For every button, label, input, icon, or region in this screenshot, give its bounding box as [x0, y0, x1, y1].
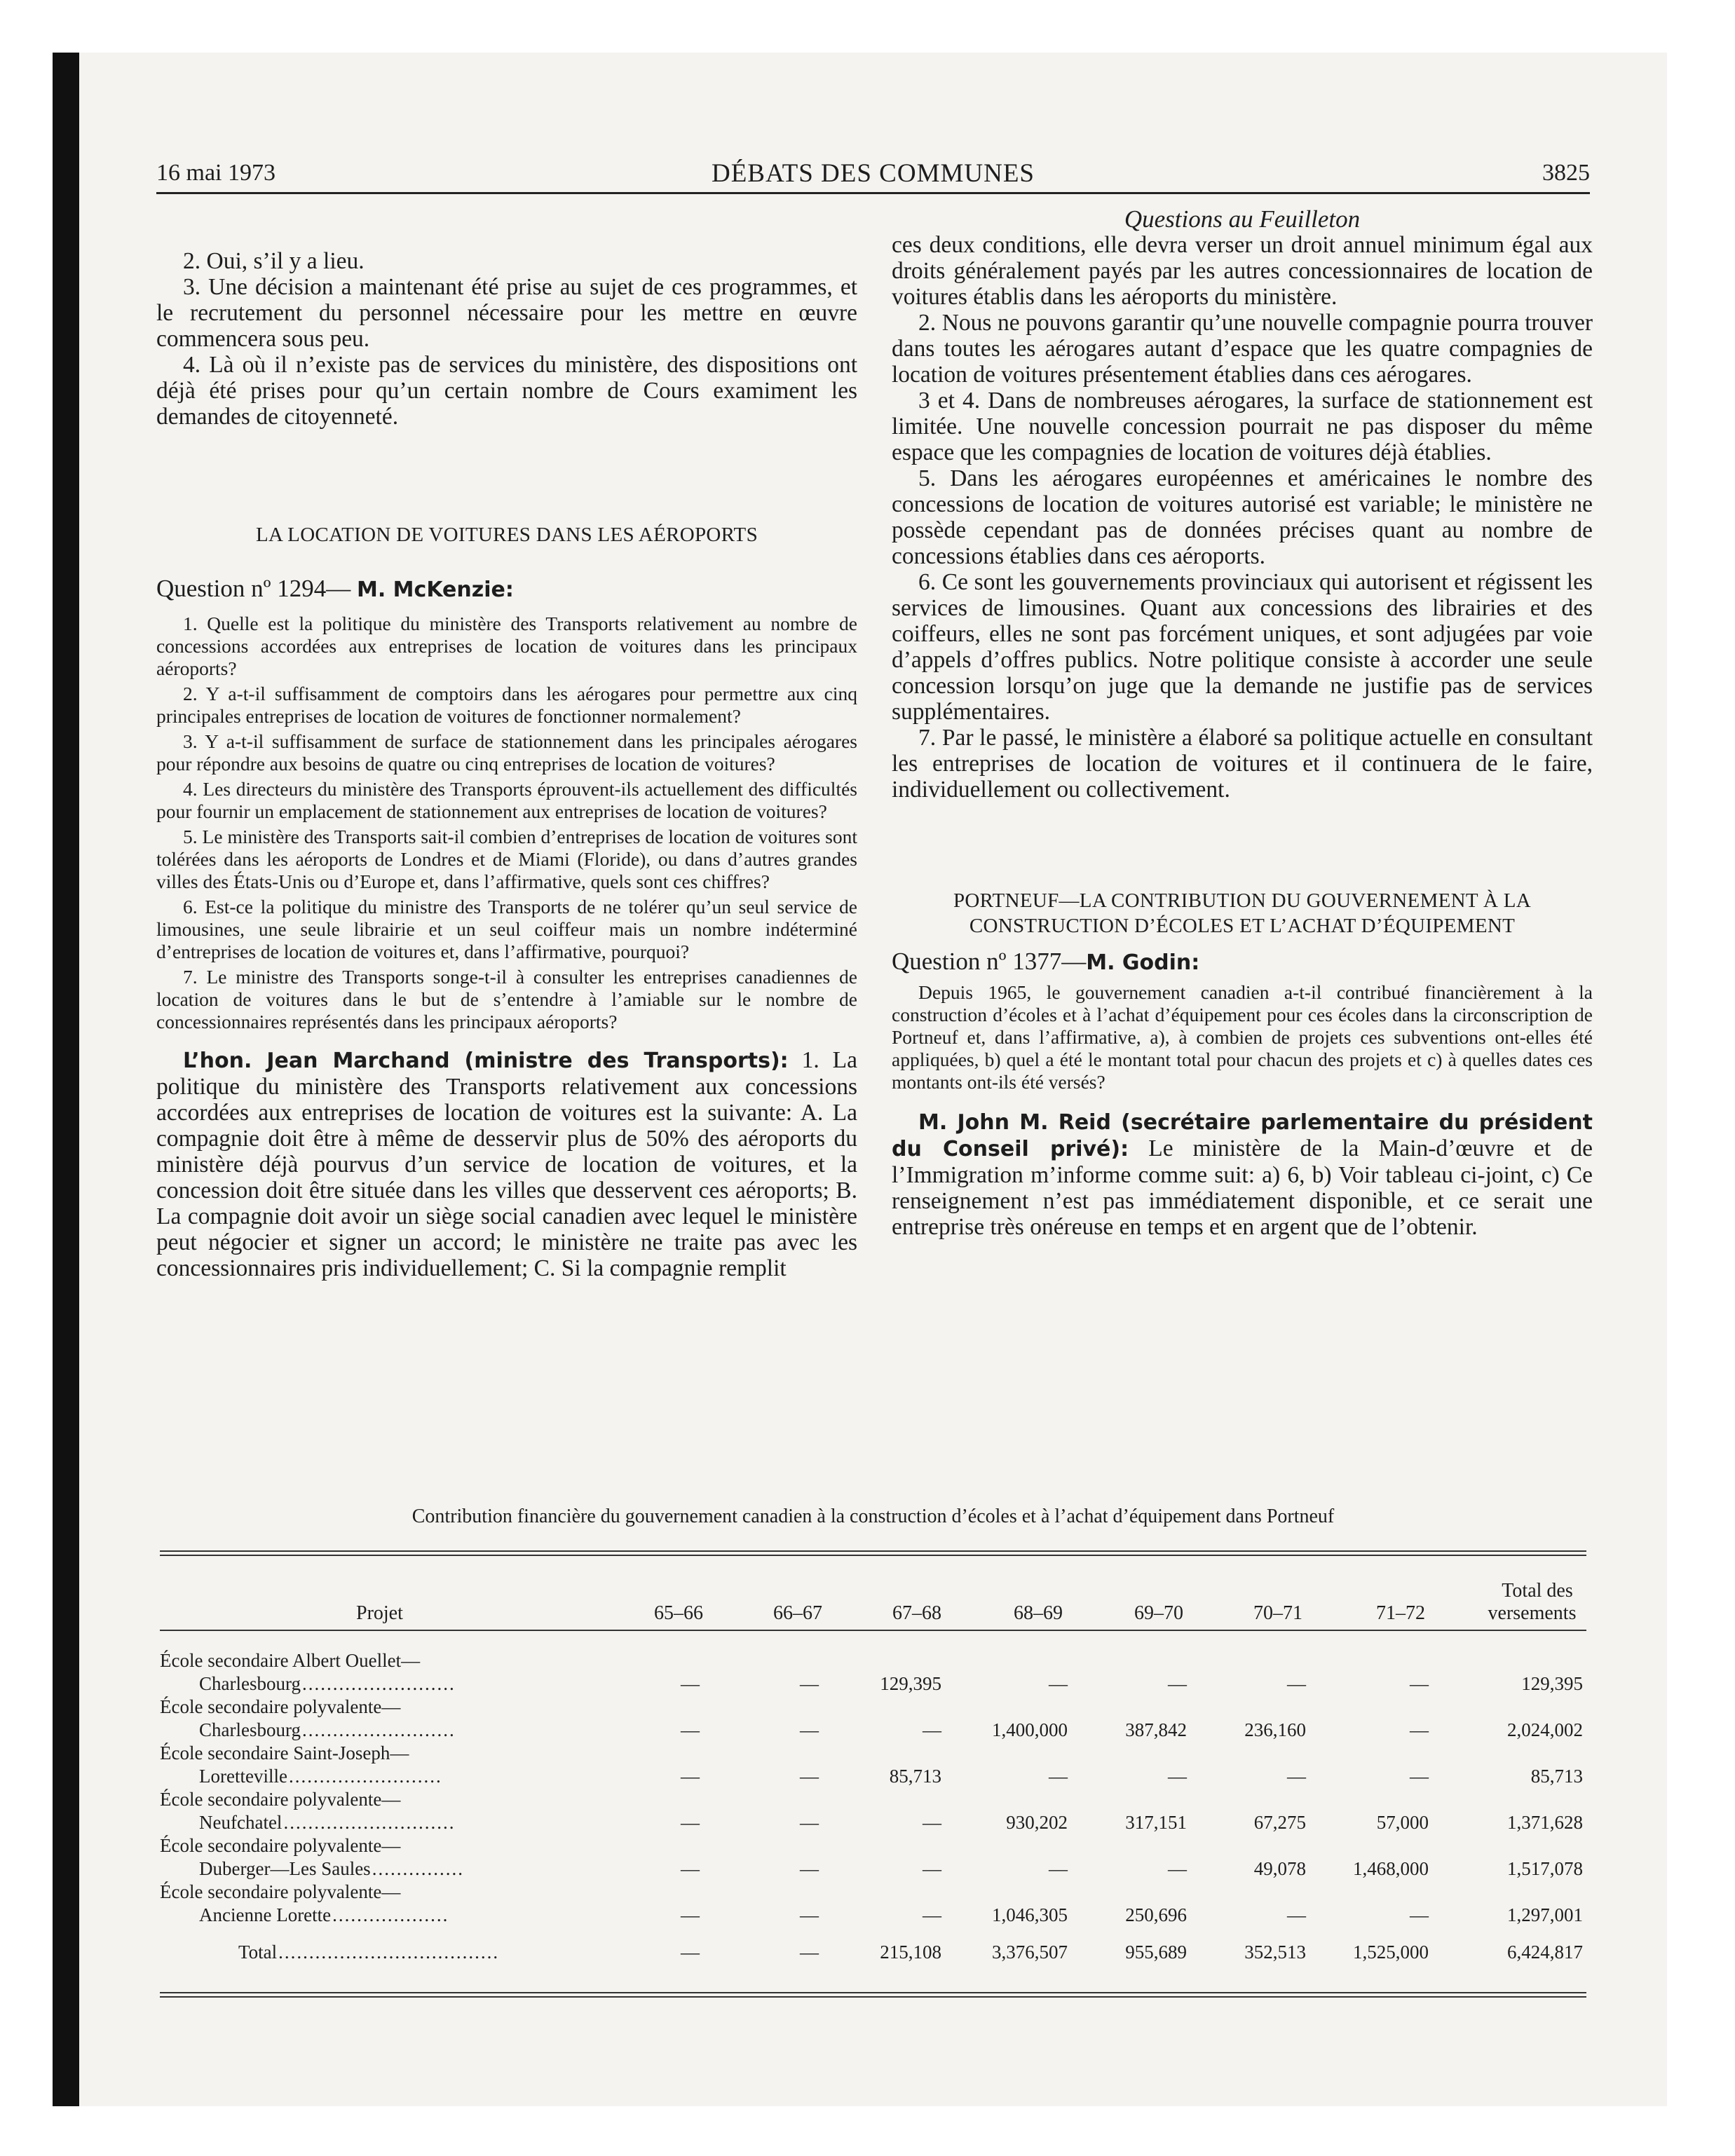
section-heading-line2: CONSTRUCTION D’ÉCOLES ET L’ACHAT D’ÉQUIPEMENT: [969, 915, 1516, 937]
page-number: 3825: [1542, 160, 1590, 186]
row-value: —: [1410, 1719, 1429, 1740]
question-item: 3. Y a-t-il suffisamment de surface de stationnement dans les principales aérogares pour répondre aux besoins de quatre ou cinq entreprises de location de voitures?: [156, 730, 857, 775]
row-value: —: [1410, 1904, 1429, 1925]
row-project-place: Loretteville.........................: [199, 1766, 442, 1787]
row-value: —: [681, 1904, 700, 1925]
question-item: 5. Le ministère des Transports sait-il combien d’entreprises de location de voitures sont tolérées dans les aéroports de Londres et de Miami (Floride), ou dans d’autres grandes villes des États-Unis ou d’Europe et, dans l’affirmative, quels sont ces chiffres?: [156, 826, 857, 892]
total-value: 215,108: [880, 1942, 941, 1963]
row-value: 387,842: [1125, 1719, 1187, 1740]
total-value: —: [800, 1942, 819, 1963]
row-value: —: [800, 1812, 819, 1833]
question-line: [156, 575, 857, 603]
question-text: Depuis 1965, le gouvernement canadien a-t-il contribué financièrement à la construction d’écoles et à l’achat d’équipement pour ces écoles dans la circonscription de Portneuf et, dans l’affirmative, a), à combien de projets ces subventions ont-elles été appliquées, b) quel a été le montant total pour chacun des projets et c) à quelles dates ces montants ont-ils été versés?: [892, 981, 1593, 1093]
row-total: 1,371,628: [1507, 1812, 1583, 1833]
row-value: —: [1168, 1673, 1187, 1694]
answer-text: Le ministère de la Main-d’œuvre et de l’Immigration m’informe comme suit: a) 6, b) Voir tableau ci-joint, c) Ce renseignement n’est pas immédiatement disponible, et ce serait une entreprise très onéreuse en temps et en argent que de l’obtenir.: [892, 1135, 1593, 1240]
row-total: 1,517,078: [1507, 1858, 1583, 1879]
row-project-place: Duberger—Les Saules...............: [199, 1858, 464, 1879]
row-value: 57,000: [1376, 1812, 1429, 1833]
row-value: —: [681, 1719, 700, 1740]
question-member: M. Godin:: [1086, 950, 1200, 975]
row-total: 1,297,001: [1507, 1904, 1583, 1925]
answer-paragraph: 3. Une décision a maintenant été prise au sujet de ces programmes, et le recrutement du personnel nécessaire pour les mettre en œuvre commencera sous peu.: [156, 274, 857, 352]
answer-paragraph: 4. Là où il n’existe pas de services du ministère, des dispositions ont déjà été prises pour qu’un certain nombre de Cours examiment les demandes de citoyenneté.: [156, 352, 857, 430]
row-value: —: [800, 1904, 819, 1925]
right-column: [892, 206, 1593, 1240]
question-list: [156, 613, 857, 1033]
speaker-name: L’hon. Jean Marchand (ministre des Transports):: [183, 1049, 789, 1073]
row-value: —: [1168, 1858, 1187, 1879]
row-value: —: [681, 1812, 700, 1833]
row-value: 1,046,305: [992, 1904, 1068, 1925]
section-heading: LA LOCATION DE VOITURES DANS LES AÉROPORTS: [255, 524, 758, 546]
total-value: 352,513: [1244, 1942, 1306, 1963]
answer-block: [156, 1047, 857, 1281]
row-value: —: [1287, 1904, 1306, 1925]
table-row: [160, 1789, 1586, 1835]
scan-binding-edge: [53, 53, 79, 2106]
row-value: —: [800, 1673, 819, 1694]
row-project-name: École secondaire polyvalente—: [160, 1881, 401, 1902]
table-rule-bottom: [160, 1992, 1586, 1993]
col-header-project: Projet: [356, 1602, 403, 1624]
answer-paragraph: 3 et 4. Dans de nombreuses aérogares, la surface de stationnement est limitée. Une nouvelle concession pourrait ne pas disposer du même espace que les compagnies de location de voitures déjà établies.: [892, 388, 1593, 465]
leader-dots: .........................: [301, 1719, 456, 1740]
table-row: [160, 1835, 1586, 1881]
answer-paragraph: 5. Dans les aérogares européennes et américaines le nombre des concessions de location de voitures autorisé est variable; le ministère ne possède cependant pas de données précises quant au nombre de concessions établies dans ces aéroports.: [892, 465, 1593, 569]
row-value: —: [923, 1719, 941, 1740]
row-value: 1,468,000: [1353, 1858, 1429, 1879]
row-value: 85,713: [889, 1766, 941, 1787]
running-section-title: Questions au Feuilleton: [1124, 205, 1361, 233]
total-value: —: [681, 1942, 700, 1963]
question-item: 2. Y a-t-il suffisamment de comptoirs dans les aérogares pour permettre aux cinq principales entreprises de location de voitures de fonctionner normalement?: [156, 683, 857, 727]
total-value: 1,525,000: [1353, 1942, 1429, 1963]
header-title: DÉBATS DES COMMUNES: [711, 159, 1035, 188]
total-value: 955,689: [1125, 1942, 1187, 1963]
table-total-row: [160, 1918, 1586, 1965]
row-value: —: [1049, 1766, 1068, 1787]
table-row: [160, 1696, 1586, 1742]
answer-text: 1. La politique du ministère des Transports relativement aux concessions accordées aux entreprises de location de voitures est la suivante: A. La compagnie doit être à même de desservir plus de 50% des aéroports du ministère déjà pourvus d’un service de location de voitures, et la concession doit être située dans les villes que desservent ces aéroports; B. La compagnie doit avoir un siège social canadien avec lequel le ministère peut négocier et signer un accord; le ministère ne traite pas avec les concessionnaires pris individuellement; C. Si la compagnie remplit: [156, 1047, 857, 1281]
question-line: [892, 948, 1593, 976]
question-item: 6. Est-ce la politique du ministre des Transports de ne tolérer qu’un seul service de limousines, une seule librairie et un seul coiffeur mais un nombre indéterminé d’entreprises de location de voitures et, dans l’affirmative, pourquoi?: [156, 896, 857, 962]
col-header-year: 69–70: [1134, 1602, 1183, 1624]
header-date: 16 mai 1973: [156, 160, 275, 186]
col-header-year: 65–66: [654, 1602, 703, 1624]
leader-dots: ...................: [332, 1904, 449, 1925]
question-item: 4. Les directeurs du ministère des Transports éprouvent-ils actuellement des difficultés pour fournir un emplacement de stationnement aux entreprises de location de voitures?: [156, 778, 857, 822]
row-total: 85,713: [1530, 1766, 1583, 1787]
row-value: —: [800, 1858, 819, 1879]
leader-dots: ...............: [372, 1858, 464, 1879]
question-number: Question nº 1377—: [892, 948, 1087, 975]
question-item: 7. Le ministre des Transports songe-t-il à consulter les entreprises canadiennes de location de voitures dans le but de s’entendre à l’amiable sur le nombre de concessionnaires représentés dans les principaux aéroports?: [156, 966, 857, 1032]
row-value: —: [923, 1904, 941, 1925]
row-value: —: [800, 1719, 819, 1740]
row-project-name: École secondaire polyvalente—: [160, 1835, 401, 1856]
col-header-total-2: versements: [1488, 1602, 1577, 1624]
question-member: M. McKenzie:: [356, 578, 514, 602]
answer-paragraph: 2. Oui, s’il y a lieu.: [183, 248, 365, 274]
row-value: —: [1049, 1858, 1068, 1879]
row-value: —: [681, 1673, 700, 1694]
col-header-year: 68–69: [1014, 1602, 1063, 1624]
row-project-place: Charlesbourg.........................: [199, 1719, 456, 1740]
row-value: 250,696: [1125, 1904, 1187, 1925]
table-header-rule: [160, 1630, 1586, 1631]
table-rule-top-2: [160, 1555, 1586, 1556]
row-value: —: [1049, 1673, 1068, 1694]
row-value: —: [1410, 1766, 1429, 1787]
row-value: —: [681, 1766, 700, 1787]
col-header-year: 71–72: [1376, 1602, 1425, 1624]
answer-paragraph: 2. Nous ne pouvons garantir qu’une nouvelle compagnie pourra trouver dans toutes les aérogares autant d’espace que les quatre compagnies de location de voitures présentement établies dans ces aérogares.: [892, 310, 1593, 388]
col-header-year: 67–68: [892, 1602, 941, 1624]
leader-dots: .........................: [301, 1673, 456, 1694]
row-value: 236,160: [1244, 1719, 1306, 1740]
row-value: —: [1410, 1673, 1429, 1694]
leader-dots: ............................: [283, 1812, 456, 1833]
table-rule-top: [160, 1550, 1586, 1552]
section-heading-line1: PORTNEUF—LA CONTRIBUTION DU GOUVERNEMENT À LA: [953, 889, 1531, 912]
answer-block: [892, 1109, 1593, 1240]
total-value: 3,376,507: [992, 1942, 1068, 1963]
row-value: 930,202: [1006, 1812, 1068, 1833]
row-value: —: [1168, 1766, 1187, 1787]
row-value: —: [1287, 1673, 1306, 1694]
row-value: 317,151: [1125, 1812, 1187, 1833]
row-value: 49,078: [1253, 1858, 1306, 1879]
grand-total: 6,424,817: [1507, 1942, 1583, 1963]
row-project-place: Charlesbourg.........................: [199, 1673, 456, 1694]
table-caption: Contribution financière du gouvernement canadien à la construction d’écoles et à l’achat d’équipement dans Portneuf: [411, 1506, 1335, 1527]
row-project-name: École secondaire polyvalente—: [160, 1696, 401, 1717]
row-value: —: [1287, 1766, 1306, 1787]
row-project-name: École secondaire Saint-Joseph—: [160, 1742, 409, 1763]
row-value: 67,275: [1253, 1812, 1306, 1833]
speaker-name: M. John M. Reid (secrétaire parlementaire du président du Conseil privé):: [892, 1110, 1593, 1161]
row-value: —: [800, 1766, 819, 1787]
table-row: [160, 1742, 1586, 1789]
question-item: 1. Quelle est la politique du ministère des Transports relativement au nombre de concessions accordées aux entreprises de location de voitures dans les principaux aéroports?: [156, 613, 857, 679]
col-header-year: 66–67: [773, 1602, 822, 1624]
col-header-total-1: Total des: [1502, 1580, 1573, 1602]
row-value: —: [923, 1812, 941, 1833]
answer-paragraph: 6. Ce sont les gouvernements provinciaux qui autorisent et régissent les services de limousines. Quant aux concessions des librairies et des coiffeurs, elles ne sont pas forcément uniques, et sont adjugées par voie d’appels d’offres publics. Notre politique consiste à accorder une seule concession lorsqu’on juge que la demande ne justifie pas de services supplémentaires.: [892, 569, 1593, 725]
row-total: 129,395: [1521, 1673, 1583, 1694]
row-project-place: Ancienne Lorette...................: [199, 1904, 449, 1925]
leader-dots: ....................................: [278, 1942, 500, 1963]
row-project-place: Neufchatel............................: [199, 1812, 456, 1833]
scan-margin: [0, 0, 53, 2156]
row-value: —: [923, 1858, 941, 1879]
running-header: [156, 157, 1590, 194]
answer-paragraph: ces deux conditions, elle devra verser un droit annuel minimum égal aux droits généralement payés par les autres concessionnaires de location de voitures établis dans les aéroports du ministère.: [892, 232, 1593, 310]
table-rule-bottom-2: [160, 1996, 1586, 1998]
table-row: [160, 1650, 1586, 1696]
left-column: [156, 205, 857, 1281]
leader-dots: .........................: [288, 1766, 442, 1787]
table-header: [160, 1570, 1586, 1626]
question-text-block: [892, 981, 1593, 1093]
row-value: 1,400,000: [992, 1719, 1068, 1740]
question-number: Question nº 1294—: [156, 575, 351, 602]
row-total: 2,024,002: [1507, 1719, 1583, 1740]
total-label: Total....................................: [238, 1942, 500, 1963]
col-header-year: 70–71: [1253, 1602, 1302, 1624]
row-project-name: École secondaire polyvalente—: [160, 1789, 401, 1810]
row-value: 129,395: [880, 1673, 941, 1694]
row-project-name: École secondaire Albert Ouellet—: [160, 1650, 421, 1671]
answer-paragraph: 7. Par le passé, le ministère a élaboré sa politique actuelle en consultant les entreprises de location de voitures et il continuera de le faire, individuellement ou collectivement.: [892, 725, 1593, 803]
row-value: —: [681, 1858, 700, 1879]
